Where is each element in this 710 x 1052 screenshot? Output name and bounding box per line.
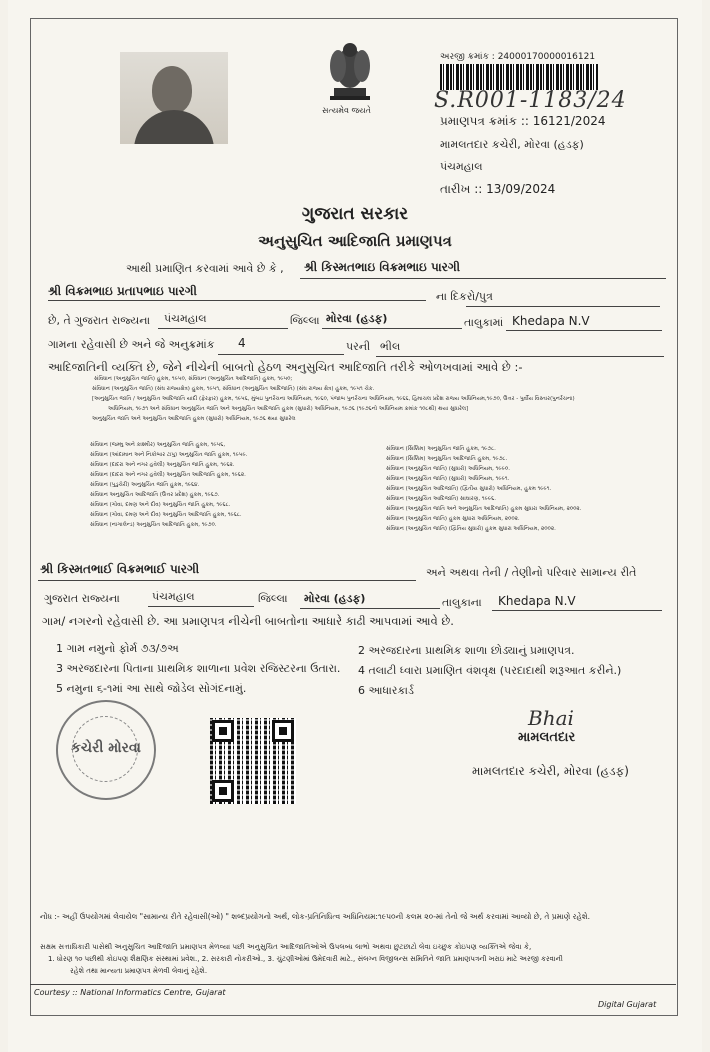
- residence-state-prefix: ગુજરાત રાજ્યના: [44, 592, 120, 605]
- order-line: સંવિધાન (અનુસુચિત જાતિ) (સુધારો) અધિનિયમ, ૧૯૯૦.: [386, 466, 510, 472]
- order-line: સંવિધાન (ગોવા, દમણ અને દીવ) અનુસુચિત આદિજાતિ હુકમ, ૧૯૬૮.: [90, 512, 242, 518]
- order-line: સંવિધાન (અનુસુચિત જાતિ) (સુધારો) અધિનિયમ, ૧૯૯૧.: [386, 476, 510, 482]
- issuing-office: મામલતદાર કચેરી, મોરવા (હડફ): [440, 138, 584, 151]
- residence-district-label: જિલ્લા: [258, 592, 288, 605]
- signatory-office: મામલતદાર કચેરી, મોરવા (હડફ): [472, 764, 629, 778]
- father-name: શ્રી વિક્રમભાઇ પ્રતાપભાઇ પારગી: [48, 284, 197, 298]
- tribe-sentence: આદિજાતિની વ્યક્તિ છે, જેને નીચેની બાબતો હેઠળ અનુસુચિત આદિજાતિ તરીકે ઓળખવામાં આવે છે :-: [48, 360, 523, 374]
- order-line: સંવિધાન (ગોવા, દમણ અને દીવ) અનુસુચિત જાતિ હુકમ, ૧૯૬૮.: [90, 502, 231, 508]
- certificate-page: [8, 0, 702, 1052]
- order-line: સંવિધાન (અનુસુચિત જાતિ) (સંઘ રાજ્યક્ષેત્ર) હુકમ, ૧૯૫૧, સંવિધાન (અનુસુચિત આદિજાતિ) (સંઘ રાજ્ય ક્ષેત્ર) હુકમ, ૧૯૫૧ ચેક.: [92, 386, 375, 392]
- basis-item: 6 આધારકાર્ડ: [358, 684, 414, 697]
- office-seal: [56, 700, 156, 800]
- courtesy-text: Courtesy :: National Informatics Centre, Gujarat: [34, 988, 226, 997]
- issuing-district: પંચમહાલ: [440, 160, 483, 173]
- order-line: સંવિધાન (અનુસુચિત જાતિ) હુકમ સુધારા અધિનિયમ, ૨૦૦૨.: [386, 516, 520, 522]
- emblem-caption: સત્યમેવ જયતે: [322, 106, 371, 115]
- scheme-line-1: સક્ષમ સત્તાધિકારી પાસેથી અનુસુચિત આદિજાતિ પ્રમાણપત્ર મેળવ્યા પછી અનુસુચિત આદિજાતિઓએ ઉપલબ્ધ લાભો અથવા છુટછાટો લેવા ઇચ્છુક કોઇપણ વ્યક્તિએ જેવા કે,: [40, 942, 532, 951]
- scheme-line-2: 1. ધોરણ ૧૦ પછીથી કોઇપણ શૈક્ષણિક સંસ્થામાં પ્રવેશ., 2. સરકારી નોકરીઓ., 3. ચુંટણીઓમાં ઉમેદવારી માટે., સંલગ્ન વિજીલન્સ સમિતિને જાતિ પ્રમાણપત્રની ખરાઇ માટે અરજી કરવાની: [48, 955, 563, 963]
- basis-item: 4 તલાટી ધ્વારા પ્રમાણિત વંશવૃક્ષ (પરદાદાથી શરૂઆત કરીને.): [358, 664, 622, 677]
- seal-text: કચેરી મોરવા: [71, 740, 141, 756]
- basis-item: 2 અરજદારના પ્રાથમિક શાળા છોડ્યાનું પ્રમાણપત્ર.: [358, 644, 575, 657]
- order-line: સંવિધાન (અનુસુચિત આદિજાતિ) (દ્વિતીય સુધારો) અધિનિયમ, હુકમ ૧૯૯૧.: [386, 486, 552, 492]
- residence-district-value: પંચમહાલ: [152, 590, 195, 603]
- order-line: સંવિધાન (સિક્કિમ) અનુસુચિત જાતિ હુકમ, ૧૯૭૮.: [386, 446, 496, 452]
- barcode: [440, 64, 598, 90]
- applicant-photo: [120, 52, 228, 144]
- taluka-value: મોરવા (હડફ): [326, 312, 388, 325]
- qr-code: [210, 718, 296, 804]
- residence-taluka-value: મોરવા (હડફ): [304, 592, 366, 605]
- state-emblem-icon: [320, 38, 380, 114]
- resident-prefix: ગામના રહેવાસી છે અને જે અનુક્રમાંક: [48, 338, 215, 351]
- state-prefix: છે, તે ગુજરાત રાજ્યના: [48, 314, 151, 327]
- order-line: સંવિધાન (અનુસુચિત જાતિ અને અનુસુચિત આદિજાતિ) હુકમ સુધારા અધિનિયમ, ૨૦૦૨.: [386, 506, 582, 512]
- closing-statement: ગામ/ નગરનો રહેવાસી છે. આ પ્રમાણપત્ર નીચેની બાબતોના આધારે કાઢી આપવામાં આવે છે.: [42, 614, 454, 628]
- residence-village: Khedapa N.V: [498, 594, 576, 608]
- order-line: અધિનિયમ, ૧૯૭૧ અને સંવિધાન અનુસુચિત જાતિ અને અનુસુચિત આદિજાતિ હુકમ (સુધારો) અધિનિયમ, ૧૯૭૬ (૧૯૭૬નો અધિનિયમ ક્રમાંક ૧૦૮થી) થયા સુધારેલ]: [108, 406, 469, 412]
- residence-taluka-label: તાલુકાના: [442, 596, 482, 609]
- orders-right-column: [386, 444, 581, 534]
- order-line: સંવિધાન (અનુસુચિત જાતિ) હુકમ, ૧૯૫૦, સંવિધાન (અનુસુચિત આદિજાતિ) હુકમ, ૧૯૫૦;: [94, 376, 293, 382]
- signatory-title: મામલતદાર: [518, 730, 576, 745]
- signature-scribble: Bhai: [528, 706, 574, 730]
- order-line: સંવિધાન (દાદરા અને નગર હવેલી) અનુસુચિત જાતિ હુકમ, ૧૯૬૨.: [90, 462, 235, 468]
- order-line: અનુસુચિત જાતિ અને અનુસુચિત આદિજાતિ હુકમ (સુધારો) અધિનિયમ, ૧૯૭૬ થયા સુધારેલ: [92, 416, 296, 422]
- order-line: સંવિધાન (પુડુચેરી) અનુસુચિત જાતિ હુકમ, ૧૯૬૪.: [90, 482, 200, 488]
- scheme-line-3: રહેશે તથા માન્યતા પ્રમાણપત્ર મેળવી લેવાનું રહેશે.: [70, 967, 208, 975]
- footnote: નોંધ :- અહીં ઉપયોગમાં લેવાયેલ "સામાન્ય રીતે રહેવાસી(ઓ) " શબ્દપ્રયોગનો અર્થ, લોક-પ્રતિનિધિત્વ અધિનિયમ:૧૯૫૦ની કલમ ૨૦-માં તેનો જે અર્થ કરવામાં આવ્યો છે, તે પ્રમાણે રહેશે.: [40, 912, 591, 921]
- serial-number: 4: [238, 336, 246, 350]
- application-number: અરજી ક્રમાંક : 24000170000016121: [440, 52, 596, 62]
- issue-date: તારીખ :: 13/09/2024: [440, 182, 556, 196]
- family-text: અને અથવા તેની / તેણીનો પરિવાર સામાન્ય રીતે: [426, 566, 637, 579]
- district-value: પંચમહાલ: [164, 312, 207, 325]
- government-title: ગુજરાત સરકાર: [301, 204, 409, 224]
- certify-prefix: આથી પ્રમાણિત કરવામાં આવે છે કે ,: [126, 262, 284, 275]
- basis-item: 5 નમુના ૬-૧માં આ સાથે જોડેલ સોગંદનામું.: [56, 682, 247, 695]
- brand-text: Digital Gujarat: [598, 1000, 657, 1009]
- district-label: જિલ્લા: [290, 314, 320, 327]
- son-of-label: ના દિકરો/પુત્ર: [436, 290, 493, 303]
- order-line: સંવિધાન (આંદામાન અને નિકોબાર ટાપુ) અનુસુચિત જાતિ હુકમ, ૧૯૫૯.: [90, 452, 248, 458]
- order-line: સંવિધાન (દાદરા અને નગર હવેલી) અનુસુચિત આદિજાતિ હુકમ, ૧૯૬૨.: [90, 472, 246, 478]
- order-line: [અનુસુચિત જાતિ / અનુસુચિત આદિજાતિ યાદી (ફેરફાર) હુકમ, ૧૯૫૬, મુંબઇ પુનર્રચના અધિનિયમ, ૧૯૬૦, પંજાબ પુનર્રચના અધિનિયમ, ૧૯૬૬, હિમાચલ પ્રદેશ રાજ્ય અધિનિયમ,૧૯૭૦, ઉત્તર - પુર્વીય વિસ્તાર(પુનર્રચના): [92, 396, 575, 402]
- certificate-number: પ્રમાણપત્ર ક્રમાંક :: 16121/2024: [440, 114, 606, 128]
- basis-item: 3 અરજદારના પિતાના પ્રાથમિક શાળાના પ્રવેશ રજિસ્ટરના ઉતારા.: [56, 662, 341, 675]
- order-line: સંવિધાન અનુસુચિત આદિજાતિ (ઉત્તર પ્રદેશ) હુકમ, ૧૯૬૭.: [90, 492, 220, 498]
- handwritten-reference: S.R001-1183/24: [434, 88, 627, 113]
- serial-suffix: પરની: [346, 340, 371, 353]
- certificate-title: અનુસુચિત આદિજાતિ પ્રમાણપત્ર: [258, 232, 452, 250]
- order-line: સંવિધાન (સિક્કિમ) અનુસુચિત આદિજાતિ હુકમ, ૧૯૭૮.: [386, 456, 508, 462]
- basis-item: 1 ગામ નમુનો ફોર્મ ૭૩/૭અ: [56, 642, 179, 655]
- tribe-name: ભીલ: [380, 340, 401, 353]
- taluka-label: તાલુકામાં: [464, 316, 504, 329]
- order-line: સંવિધાન (નાગાલેન્ડ) અનુસુચિત આદિજાતિ હુકમ, ૧૯૭૦.: [90, 522, 217, 528]
- order-line: સંવિધાન (અનુસુચિત આદિજાતિ) સાઘારણ, ૧૯૯૬.: [386, 496, 496, 502]
- orders-left-column: [90, 440, 247, 530]
- residence-name: શ્રી કિસ્મતભાઈ વિક્રમભાઈ પારગી: [40, 562, 200, 576]
- order-line: સંવિધાન (જમ્મુ અને કાશ્મીર) અનુસુચિત જાતિ હુકમ, ૧૯૫૬,: [90, 442, 226, 448]
- orders-top: [68, 374, 668, 424]
- order-line: સંવિધાન (અનુસુચિત જાતિ) (દ્વિતિય સુધારો) હુકમ સુધારા અધિનિયમ, ૨૦૦૨.: [386, 526, 556, 532]
- village-name: Khedapa N.V: [512, 314, 590, 328]
- applicant-name: શ્રી કિસ્મતભાઇ વિક્રમભાઇ પારગી: [304, 260, 461, 274]
